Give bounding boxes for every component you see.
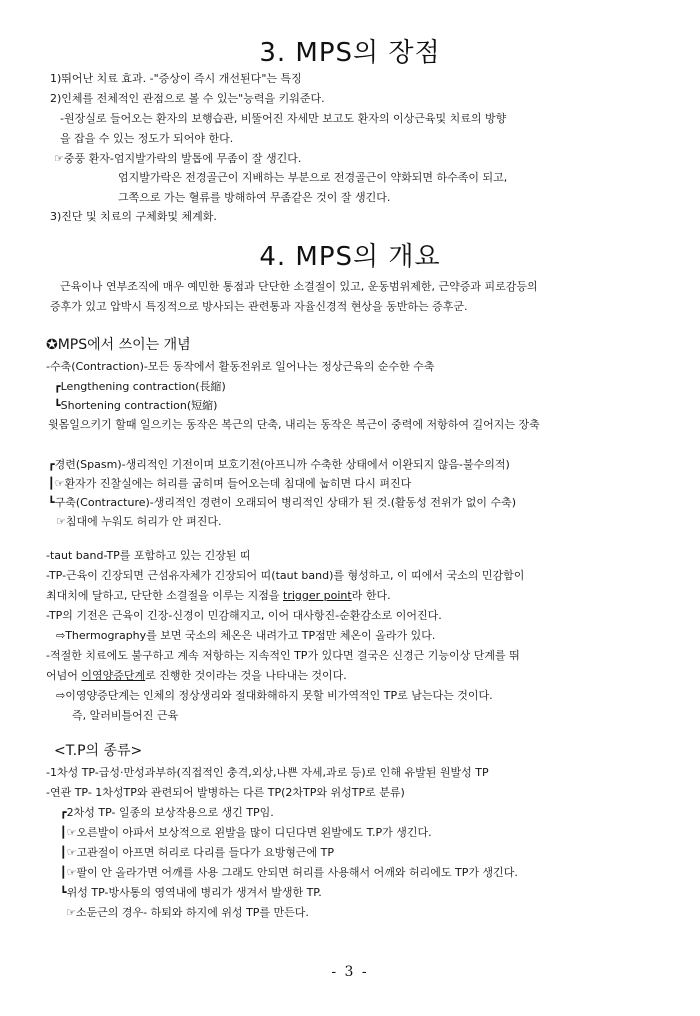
taut-line: -taut band-TP를 포함하고 있는 긴장된 띠 [46, 549, 251, 562]
section-3-line: 그쪽으로 가는 혈류를 방해하여 무좀같은 것이 잘 생긴다. [118, 191, 391, 204]
section-3-line: 2)인체를 전체적인 관점으로 볼 수 있는"능력을 키워준다. [50, 92, 325, 105]
trigger-point-term: trigger point [283, 589, 352, 602]
taut-line-suffix: 로 진행한 것이라는 것을 나타내는 것이다. [145, 669, 347, 682]
taut-line: -TP의 기전은 근육이 긴장-신경이 민감해지고, 이어 대사항진-순환감소로 이어진다. [46, 609, 442, 622]
section-4-intro-line: 증후가 있고 압박시 특징적으로 방사되는 관련통과 자율신경적 현상을 동반하는 증후군. [50, 300, 468, 313]
page-number: - 3 - [331, 964, 369, 980]
concept-line: ┏Lengthening contraction(長縮) [54, 380, 226, 393]
taut-line-trigger [46, 589, 391, 603]
tp-type-line: ┏2차성 TP- 일종의 보상작용으로 생긴 TP임. [60, 806, 274, 819]
section-3-line: 엄지발가락은 전경골근이 지배하는 부분으로 전경골근이 약화되면 하수족이 되고, [118, 171, 508, 184]
concept-line: -수축(Contraction)-모든 동작에서 활동전위로 일어나는 정상근육의 순수한 수축 [46, 360, 435, 373]
section-4-intro-line: 근육이나 연부조직에 매우 예민한 통점과 단단한 소결절이 있고, 운동범위제한, 근약증과 피로감등의 [60, 280, 538, 293]
spasm-line: ☞침대에 누워도 허리가 안 펴진다. [56, 515, 222, 528]
tp-type-line: ☞소둔근의 경우- 하퇴와 하지에 위성 TP를 만든다. [66, 906, 309, 919]
taut-line: -TP-근육이 긴장되면 근섬유자체가 긴장되어 띠(taut band)를 형성하고, 이 띠에서 국소의 민감함이 [46, 569, 525, 582]
taut-line: -적절한 치료에도 불구하고 계속 저항하는 지속적인 TP가 있다면 결국은 신경근 기능이상 단계를 뛰 [46, 649, 520, 662]
spasm-line: ┏경련(Spasm)-생리적인 기전이며 보호기전(아프니까 수축한 상태에서 이완되지 않음-불수의적) [48, 458, 510, 471]
taut-line-dystrophy [46, 669, 347, 683]
tp-types-heading: <T.P의 종류> [54, 743, 143, 759]
tp-type-line: -1차성 TP-급성·만성과부하(직접적인 충격,외상,나쁜 자세,과로 등)로 인해 유발된 원발성 TP [46, 766, 489, 779]
section-3-line: 1)뛰어난 치료 효과. -"증상이 즉시 개선된다"는 특징 [50, 72, 302, 85]
section-3-line: 3)진단 및 치료의 구체화및 체계화. [50, 210, 217, 223]
section-3-line: ☞중풍 환자-엄지발가락의 발톱에 무좀이 잘 생긴다. [54, 152, 302, 165]
tp-type-line: ┃☞팔이 안 올라가면 어깨를 사용 그래도 안되면 허리를 사용해서 어깨와 허리에도 TP가 생긴다. [60, 866, 518, 879]
tp-type-line: ┃☞오른발이 아파서 보상적으로 왼발을 많이 디딘다면 왼발에도 T.P가 생긴다. [60, 826, 432, 839]
concept-line: 윗몸일으키기 할때 일으키는 동작은 복근의 단축, 내리는 동작은 복근이 중력에 저항하여 길어지는 장축 [48, 418, 540, 431]
section-3-line: 을 잡을 수 있는 정도가 되어야 한다. [60, 132, 234, 145]
section-3-line: -원장실로 들어오는 환자의 보행습관, 비뚤어진 자세만 보고도 환자의 이상근육및 치료의 방향 [60, 112, 507, 125]
tp-type-line: ┃☞고관절이 아프면 허리로 다리를 들다가 요방형근에 TP [60, 846, 334, 859]
taut-line: ⇨Thermography를 보면 국소의 체온은 내려가고 TP점만 체온이 올라가 있다. [56, 629, 436, 642]
section-4-title: 4. MPS의 개요 [259, 242, 441, 272]
spasm-line: ┗구축(Contracture)-생리적인 경련이 오래되어 병리적인 상태가 된 것.(활동성 전위가 없이 수축) [48, 496, 517, 509]
taut-line: 즉, 알러비틀어진 근육 [72, 709, 179, 722]
tp-type-line: ┗위성 TP-방사통의 영역내에 병리가 생겨서 발생한 TP. [60, 886, 322, 899]
tp-type-line: -연관 TP- 1차성TP와 관련되어 발병하는 다른 TP(2차TP와 위성TP로 분류) [46, 786, 405, 799]
taut-line-prefix: 어넘어 [46, 669, 82, 682]
concept-line: ┗Shortening contraction(短縮) [54, 399, 218, 412]
section-3-title: 3. MPS의 장점 [259, 38, 441, 68]
taut-line-suffix: 라 한다. [351, 589, 391, 602]
taut-line-prefix: 최대치에 달하고, 단단한 소결절을 이루는 지점을 [46, 589, 283, 602]
taut-line: ⇨이영양증단계는 인체의 정상생리와 절대화해하지 못할 비가역적인 TP로 남는다는 것이다. [56, 689, 493, 702]
dystrophy-stage-term: 이영양증단계 [81, 669, 146, 682]
spasm-line: ┃☞환자가 진찰실에는 허리를 굽히며 들어오는데 침대에 눕히면 다시 펴진다 [48, 477, 412, 490]
concepts-heading: ✪MPS에서 쓰이는 개념 [46, 337, 191, 353]
